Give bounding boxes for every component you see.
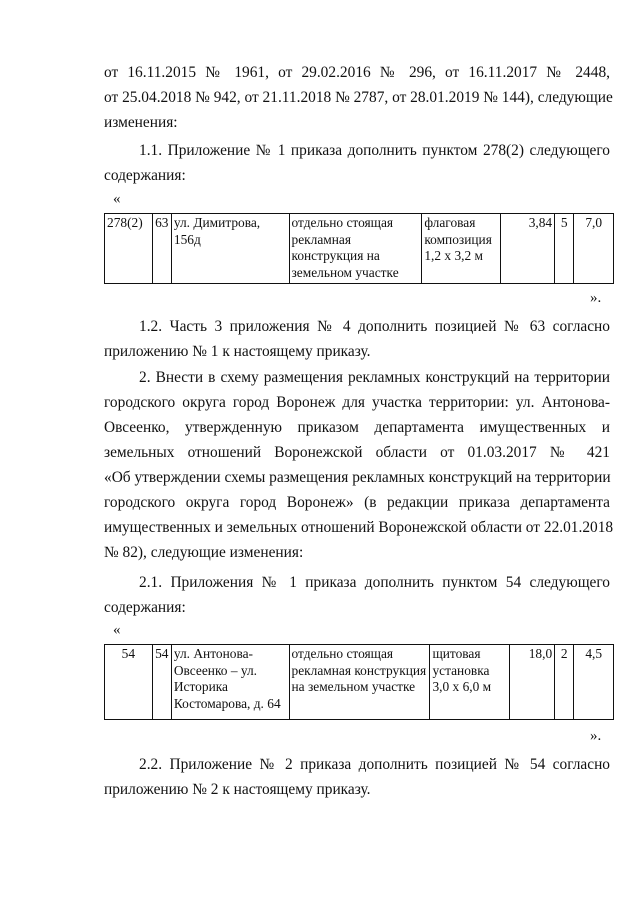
- text-line: земельных отношений Воронежской области от 01.03.2017 № 421: [104, 444, 610, 461]
- cell-position: 63: [152, 214, 171, 284]
- paragraph-1-2: [104, 314, 610, 364]
- text-line: приложению № 2 к настоящему приказу.: [104, 781, 371, 798]
- closing-quote: ».: [590, 728, 602, 744]
- text-line: от 16.11.2015 № 1961, от 29.02.2016 № 296, от 16.11.2017 № 2448,: [104, 64, 610, 81]
- text-line: Овсеенко, утвержденную приказом департамента имущественных и: [104, 419, 610, 436]
- text-line: 2. Внести в схему размещения рекламных конструкций на территории: [139, 369, 610, 386]
- cell-area: 18,0: [509, 645, 555, 720]
- text-line: содержания:: [104, 167, 186, 184]
- text-line: 1.1. Приложение № 1 приказа дополнить пунктом 278(2) следующего: [139, 142, 610, 159]
- text-line: 2.2. Приложение № 2 приказа дополнить позицией № 54 согласно: [139, 756, 610, 773]
- cell-extra: 4,5: [574, 645, 614, 720]
- text-line: 2.1. Приложения № 1 приказа дополнить пунктом 54 следующего: [139, 574, 610, 591]
- cell-extra: 7,0: [574, 214, 614, 284]
- text-line: городского округа город Воронеж для участка территории: ул. Антонова-: [104, 394, 610, 411]
- cell-address: ул. Димитрова, 156д: [171, 214, 289, 284]
- cell-kind: щитовая установка 3,0 х 6,0 м: [430, 645, 509, 720]
- opening-quote: «: [113, 191, 121, 207]
- cell-type: отдельно стоящая рекламная конструкция на земельном участке: [289, 214, 422, 284]
- cell-number: 278(2): [105, 214, 153, 284]
- text-line: «Об утверждении схемы размещения рекламных конструкций на территории: [104, 469, 611, 486]
- text-line: приложению № 1 к настоящему приказу.: [104, 343, 371, 360]
- table-item-54: [104, 644, 614, 720]
- text-line: № 82), следующие изменения:: [104, 544, 304, 561]
- text-line: 1.2. Часть 3 приложения № 4 дополнить позицией № 63 согласно: [139, 318, 610, 335]
- cell-type: отдельно стоящая рекламная конструкция на земельном участке: [289, 645, 430, 720]
- paragraph-2-1: [104, 570, 610, 620]
- text-line: имущественных и земельных отношений Воронежской области от 22.01.2018: [104, 519, 614, 536]
- cell-address: ул. Антонова-Овсеенко – ул. Историка Костомарова, д. 64: [171, 645, 289, 720]
- opening-quote: «: [113, 622, 121, 638]
- cell-position: 54: [152, 645, 171, 720]
- text-line: изменения:: [104, 114, 178, 131]
- cell-number: 54: [105, 645, 153, 720]
- paragraph-2: [104, 365, 614, 565]
- cell-kind: флаговая композиция 1,2 х 3,2 м: [422, 214, 501, 284]
- paragraph-1-1: [104, 138, 610, 188]
- closing-quote: ».: [590, 290, 602, 306]
- cell-area: 3,84: [501, 214, 555, 284]
- table-row: [105, 645, 614, 720]
- paragraph-intro: [104, 60, 613, 135]
- text-line: от 25.04.2018 № 942, от 21.11.2018 № 2787, от 28.01.2019 № 144), следующие: [104, 89, 613, 106]
- table-row: [105, 214, 614, 284]
- text-line: городского округа город Воронеж» (в редакции приказа департамента: [104, 494, 610, 511]
- cell-count: 2: [555, 645, 574, 720]
- cell-count: 5: [555, 214, 574, 284]
- table-item-278-2: [104, 213, 614, 284]
- text-line: содержания:: [104, 599, 186, 616]
- paragraph-2-2: [104, 752, 610, 802]
